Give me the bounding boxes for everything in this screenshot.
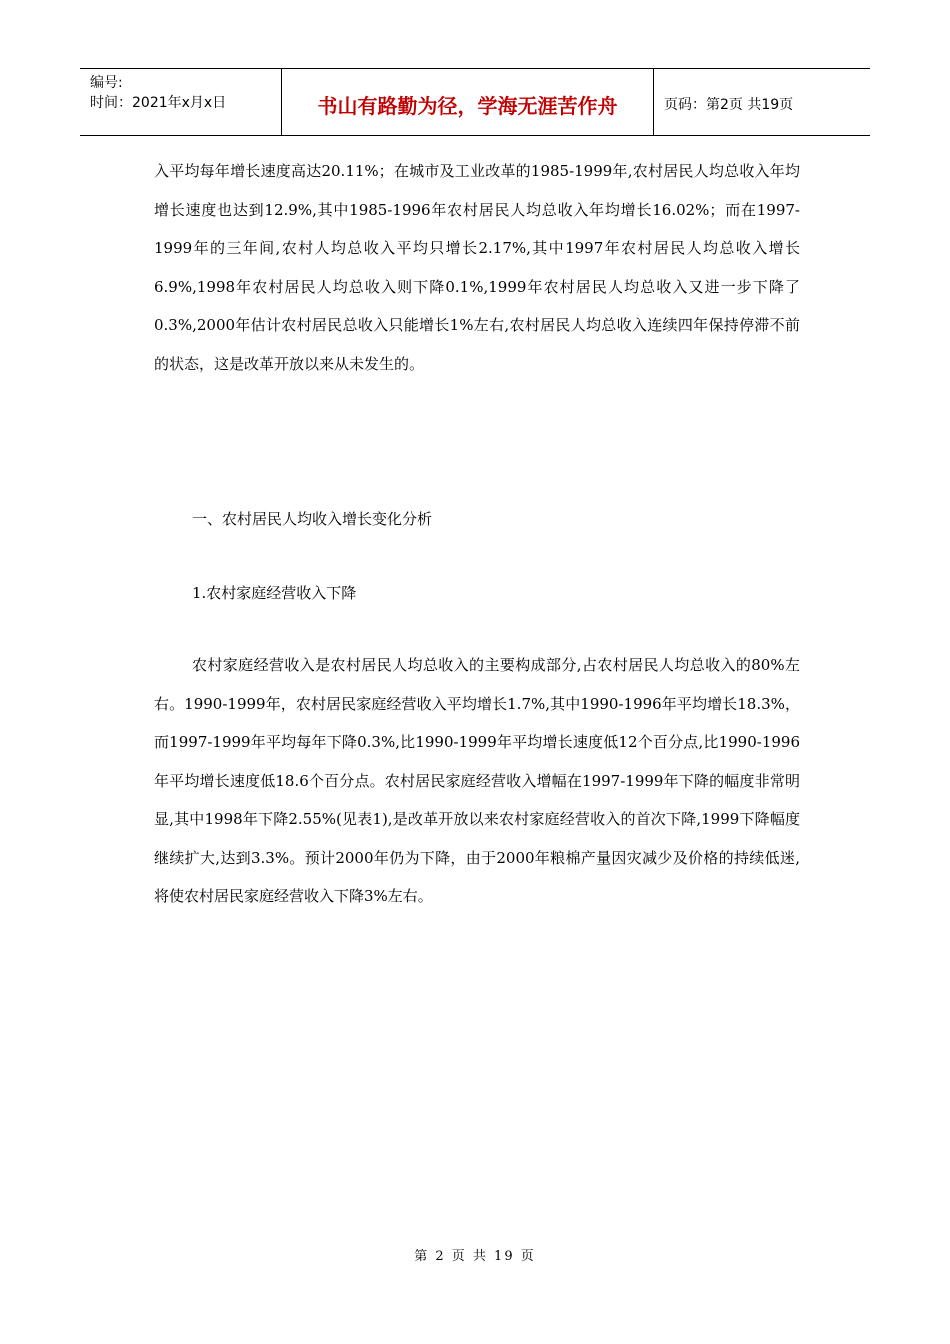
page-footer: 第 2 页 共 19 页 [414,1249,536,1264]
body-paragraph-2: 农村家庭经营收入是农村居民人均总收入的主要构成部分,占农村居民人均总收入的80%左右。1990-1999年，农村居民家庭经营收入平均增长1.7%,其中1990-1996年平均增长18.3%，而1997-1999年平均每年下降0.3%,比1990-1999年平均增长速度低12个百分点,比1990-1996年平均增长速度低18.6个百分点。农村居民家庭经营收入增幅在1997-1999年下降的幅度非常明显,其中1998年下降2.55%(见表1),是改革开放以来农村家庭经营收入的首次下降,1999下降幅度继续扩大,达到3.3%。预计2000年仍为下降，由于2000年粮棉产量因灾减少及价格的持续低迷,将使农村居民家庭经营收入下降3%左右。 [154,656,800,905]
subsection-heading: 1.农村家庭经营收入下降 [192,584,357,602]
body-paragraph-2-container [154,646,800,916]
header-page-info: 页码：第2页 共19页 [664,97,794,113]
page-header [80,68,870,136]
header-motto: 书山有路勤为径，学海无涯苦作舟 [282,69,654,135]
document-time-label: 时间：2021年x月x日 [90,95,227,111]
body-paragraph-1-container [154,152,800,383]
body-paragraph-1: 入平均每年增长速度高达20.11%；在城市及工业改革的1985-1999年,农村居民人均总收入年均增长速度也达到12.9%,其中1985-1996年农村居民人均总收入年均增长16.02%；而在1997-1999年的三年间,农村人均总收入平均只增长2.17%,其中1997年农村居民人均总收入增长6.9%,1998年农村居民人均总收入则下降0.1%,1999年农村居民人均总收入又进一步下降了0.3%,2000年估计农村居民总收入只能增长1%左右,农村居民人均总收入连续四年保持停滞不前的状态，这是改革开放以来从未发生的。 [154,162,800,373]
header-meta-cell [80,69,282,135]
section-heading: 一、农村居民人均收入增长变化分析 [192,510,433,528]
document-number-label: 编号: [90,75,123,91]
